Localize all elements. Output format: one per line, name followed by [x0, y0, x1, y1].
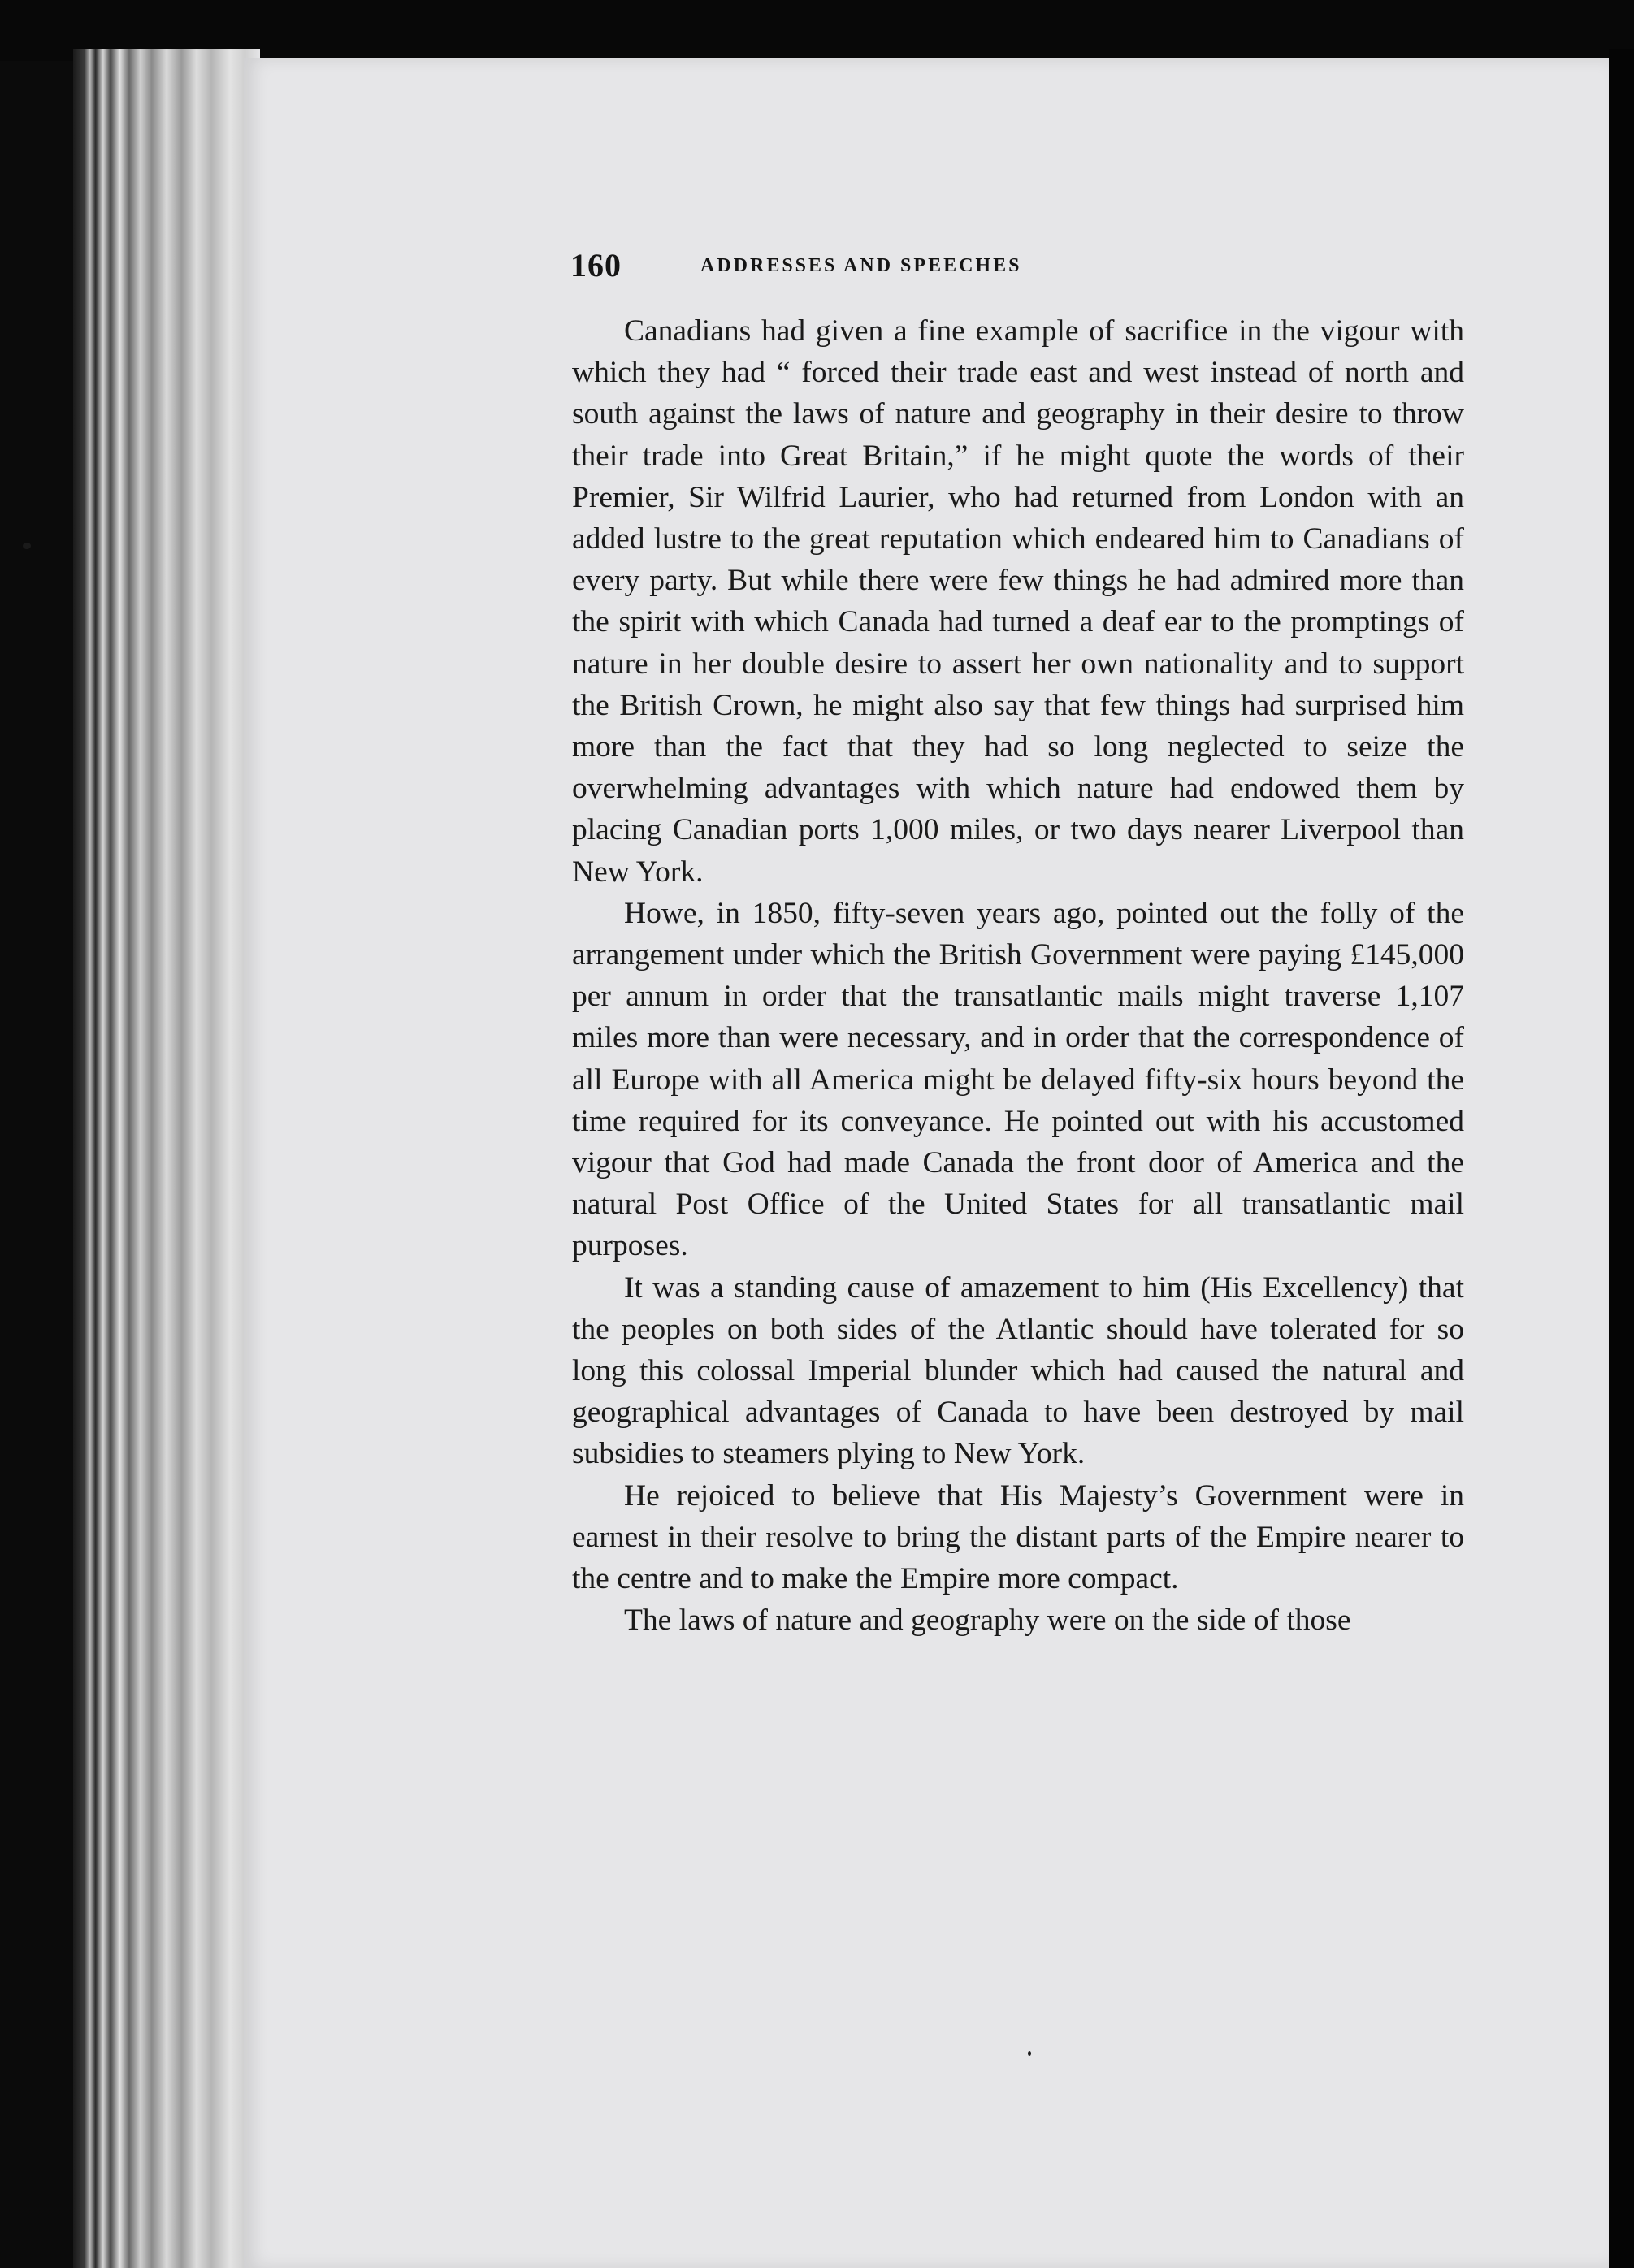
- scan-right-border: [1609, 49, 1634, 2268]
- scan-speck: [23, 543, 31, 549]
- paragraph: Canadians had given a fine example of sacrifice in the vigour with which they had “ forced their trade east and west instead of north and south against the laws of nature and geography in their desire to throw their trade into Great Britain,” if he might quote the words of their Premier, Sir Wilfrid Laurier, who had returned from London with an added lustre to the great reputation which endeared him to Canadians of every party. But while there were few things he had admired more than the spirit with which Canada had turned a deaf ear to the promptings of nature in her double desire to assert her own nationality and to support the British Crown, he might also say that few things had surprised him more than the fact that they had so long neglected to seize the overwhelming advantages with which nature had endowed them by placing Canadian ports 1,000 miles, or two days nearer Liverpool than New York.: [572, 314, 1464, 889]
- book-binding-gutter: [73, 49, 260, 2268]
- scan-speck: [1028, 2051, 1031, 2056]
- running-head: ADDRESSES AND SPEECHES: [700, 255, 1022, 276]
- paragraph: It was a standing cause of amazement to him (His Excellency) that the peoples on both sides of the Atlantic should have tolerated for so long this colossal Imperial blunder which had caused the natural and geographical advantages of Canada to have been destroyed by mail subsidies to steamers plying to New York.: [572, 1270, 1464, 1471]
- paragraph: The laws of nature and geography were on the side of those: [624, 1604, 1351, 1638]
- page-header: [570, 246, 1242, 295]
- paragraph: He rejoiced to believe that His Majesty’s Government were in earnest in their resolve to bring the distant parts of the Empire nearer to the centre and to make the Empire more compact.: [572, 1478, 1464, 1596]
- paragraph: Howe, in 1850, fifty-seven years ago, pointed out the folly of the arrangement under which the British Government were paying £145,000 per annum in order that the transatlantic mails might traverse 1,107 miles more than were necessary, and in order that the correspondence of all Europe with all America might be delayed fifty-six hours beyond the time required for its conveyance. He pointed out with his accustomed vigour that God had made Canada the front door of America and the natural Post Office of the United States for all transatlantic mail purposes.: [572, 896, 1464, 1263]
- body-text: [572, 310, 1464, 1642]
- page-number: 160: [570, 247, 622, 284]
